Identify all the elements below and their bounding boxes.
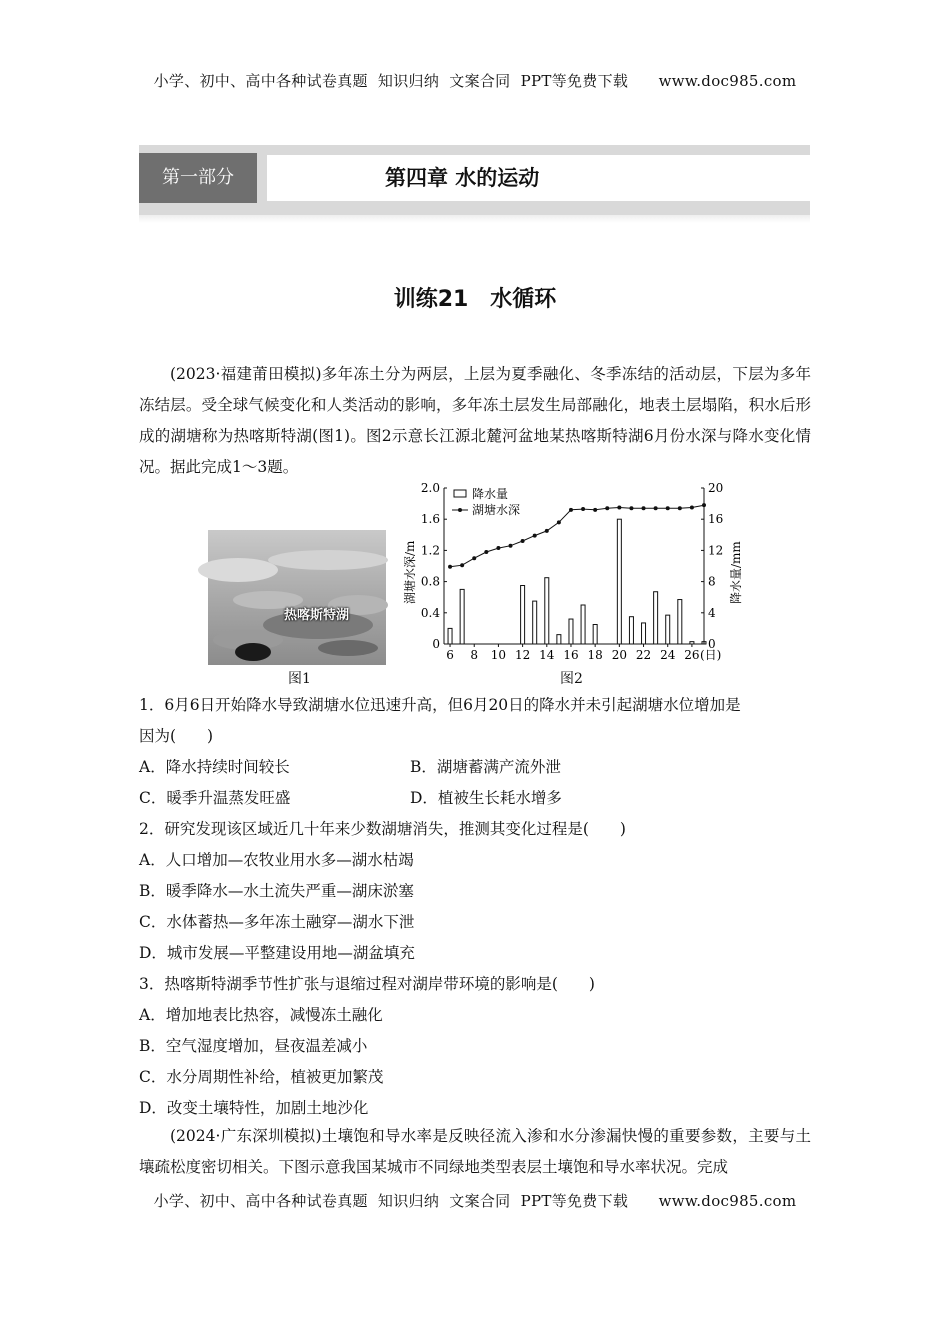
depth-point-day-19 (605, 506, 609, 510)
x-tick-label: 16 (563, 648, 579, 662)
depth-point-day-26 (690, 506, 694, 510)
precip-bar-day-14 (545, 578, 549, 644)
legend-depth: 湖塘水深 (472, 503, 521, 517)
y-right-tick-label: 12 (708, 543, 724, 558)
precip-bar-day-22 (642, 623, 646, 644)
x-tick-label: 22 (635, 648, 652, 662)
q3-stem: 3．热喀斯特湖季节性扩张与退缩过程对湖岸带环境的影响是( ) (139, 975, 595, 993)
banner-shadow (139, 215, 810, 223)
q3-option-c[interactable]: C．水分周期性补给，植被更加繁茂 (139, 1068, 384, 1086)
depth-point-day-14 (545, 529, 549, 533)
part-tag: 第一部分 (139, 153, 257, 203)
depth-point-day-23 (654, 506, 658, 510)
depth-point-day-24 (666, 506, 670, 510)
x-tick-label: 26 (684, 648, 700, 662)
q2-option-d[interactable]: D．城市发展—平整建设用地—湖盆填充 (139, 944, 415, 962)
intro-paragraph: (2023·福建莆田模拟)多年冻土分为两层，上层为夏季融化、冬季冻结的活动层，下层为多年冻结层。受全球气候变化和人类活动的影响，多年冻土层发生局部融化，地表土层塌陷，积水后形成的湖塘称为热喀斯特湖(图1)。图2示意长江源北麓河盆地某热喀斯特湖6月份水深与降水变化情况。据此完成1～3题。 (139, 365, 811, 476)
precip-bar-day-25 (678, 600, 682, 644)
q2-option-a[interactable]: A．人口增加—农牧业用水多—湖水枯竭 (139, 851, 414, 869)
depth-point-day-10 (496, 546, 500, 550)
precip-bar-day-6 (448, 628, 452, 644)
q2-stem: 2．研究发现该区域近几十年来少数湖塘消失，推测其变化过程是( ) (139, 820, 626, 838)
x-unit-label: (日) (700, 648, 722, 662)
precip-bar-day-24 (666, 615, 670, 644)
exercise-title: 训练21 水循环 (393, 287, 557, 312)
q1-stem-cont: 因为( ) (139, 727, 214, 745)
depth-point-day-13 (533, 534, 537, 538)
y-right-tick-label: 8 (708, 574, 716, 589)
intro2-paragraph: (2024·广东深圳模拟)土壤饱和导水率是反映径流入渗和水分渗漏快慢的重要参数，主要与土壤疏松度密切相关。下图示意我国某城市不同绿地类型表层土壤饱和导水率状况。完成 (139, 1127, 811, 1176)
precip-bar-day-16 (569, 619, 573, 644)
depth-point-day-6 (448, 565, 452, 569)
depth-point-day-18 (593, 508, 597, 512)
precip-bar-day-17 (581, 605, 585, 644)
legend-bar-swatch (454, 490, 466, 497)
depth-point-day-11 (509, 544, 513, 548)
depth-point-day-21 (629, 506, 633, 510)
y-right-tick-label: 16 (708, 512, 724, 527)
y-left-tick-label: 1.2 (420, 543, 440, 558)
depth-point-day-15 (557, 520, 561, 524)
page-footer: 小学、初中、高中各种试卷真题 知识归纳 文案合同 PPT等免费下载 www.doc985.com (153, 1192, 797, 1210)
depth-point-day-9 (484, 550, 488, 554)
precip-depth-chart (398, 476, 743, 676)
x-tick-label: 6 (446, 648, 454, 662)
y-right-tick-label: 4 (708, 605, 716, 620)
figure2-caption: 图2 (560, 671, 583, 687)
depth-point-day-17 (581, 507, 585, 511)
precip-bar-day-18 (593, 625, 597, 645)
depth-point-day-25 (678, 506, 682, 510)
depth-point-day-8 (472, 556, 476, 560)
y-right-tick-label: 0 (708, 637, 716, 651)
chapter-title: 第四章 水的运动 (385, 166, 540, 190)
depth-point-day-20 (617, 506, 621, 510)
y-left-tick-label: 1.6 (420, 512, 440, 527)
y-left-tick-label: 0 (432, 637, 440, 651)
q2-option-c[interactable]: C．水体蓄热—多年冻土融穿—湖水下泄 (139, 913, 415, 931)
q1-option-a[interactable]: A．降水持续时间较长 (139, 758, 290, 776)
y-left-tick-label: 0.8 (420, 574, 440, 589)
x-tick-label: 12 (514, 648, 531, 662)
page-header: 小学、初中、高中各种试卷真题 知识归纳 文案合同 PPT等免费下载 www.doc985.com (153, 72, 797, 90)
q2-option-b[interactable]: B．暖季降水—水土流失严重—湖床淤塞 (139, 882, 414, 900)
precip-bar-day-20 (617, 519, 621, 644)
depth-point-day-7 (460, 563, 464, 567)
precip-bar-day-23 (654, 592, 658, 644)
precip-bar-day-21 (629, 617, 633, 644)
legend-precip: 降水量 (472, 487, 509, 501)
x-tick-label: 14 (539, 648, 555, 662)
q3-option-d[interactable]: D．改变土壤特性，加剧土地沙化 (139, 1099, 369, 1117)
y-right-label: 降水量/mm (729, 541, 743, 604)
q1-stem: 1．6月6日开始降水导致湖塘水位迅速升高，但6月20日的降水并未引起湖塘水位增加是 (139, 696, 741, 714)
chapter-banner (139, 145, 810, 225)
precip-bar-day-12 (521, 586, 525, 645)
precip-bar-day-7 (460, 589, 464, 644)
q3-option-b[interactable]: B．空气湿度增加，昼夜温差减小 (139, 1037, 368, 1055)
q1-option-c[interactable]: C．暖季升温蒸发旺盛 (139, 789, 291, 807)
y-left-label: 湖塘水深/m (403, 540, 417, 604)
y-left-tick-label: 0.4 (420, 605, 440, 620)
depth-point-day-16 (569, 508, 573, 512)
lake-photo (208, 530, 386, 665)
figure1-caption: 图1 (288, 671, 311, 687)
depth-point-day-12 (521, 539, 525, 543)
x-tick-label: 18 (587, 648, 603, 662)
x-tick-label: 10 (490, 648, 507, 662)
photo-label: 热喀斯特湖 (284, 608, 350, 623)
y-right-tick-label: 20 (708, 481, 724, 495)
q1-option-b[interactable]: B．湖塘蓄满产流外泄 (410, 758, 561, 776)
precip-bar-day-13 (533, 601, 537, 644)
y-left-tick-label: 2.0 (420, 481, 440, 495)
x-tick-label: 20 (611, 648, 627, 662)
legend-line-dot (458, 508, 462, 512)
x-tick-label: 24 (660, 648, 676, 662)
q1-option-d[interactable]: D．植被生长耗水增多 (410, 789, 562, 807)
depth-point-day-22 (642, 506, 646, 510)
q3-option-a[interactable]: A．增加地表比热容，减慢冻土融化 (139, 1006, 383, 1024)
x-tick-label: 8 (470, 648, 479, 662)
precip-bar-day-15 (557, 635, 561, 644)
